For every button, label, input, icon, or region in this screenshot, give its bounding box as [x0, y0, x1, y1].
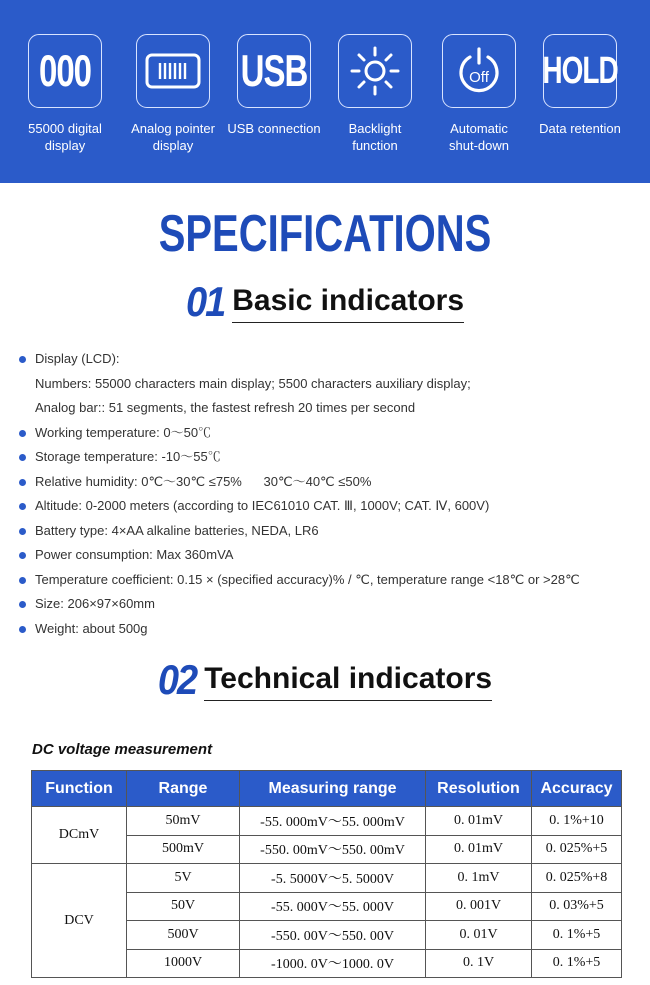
- feature-backlight: [325, 34, 425, 154]
- table-caption: DC voltage measurement: [32, 741, 213, 758]
- table-cell: 0. 01V: [426, 921, 532, 950]
- table-cell: 0. 1%+10: [532, 807, 622, 836]
- hold-icon: [543, 34, 617, 108]
- feature-label-line: Automatic: [450, 121, 508, 136]
- list-item: Altitude: 0-2000 meters (according to IEC61010 CAT. Ⅲ, 1000V; CAT. Ⅳ, 600V): [18, 494, 638, 519]
- feature-banner: [0, 0, 650, 183]
- feature-analog-pointer: [123, 34, 223, 154]
- basic-indicators-list: [18, 347, 638, 641]
- list-item: Temperature coefficient: 0.15 × (specified accuracy)% / ℃, temperature range <18℃ or >28℃: [18, 568, 638, 593]
- section-title: Basic indicators: [232, 284, 464, 323]
- table-header-row: [32, 771, 622, 807]
- section-title: Technical indicators: [204, 662, 492, 701]
- list-item: Working temperature: 0～50℃: [18, 421, 638, 446]
- table-cell: -550. 00V～550. 00V: [240, 921, 426, 950]
- analog-pointer-icon: [136, 34, 210, 108]
- list-item: Size: 206×97×60mm: [18, 592, 638, 617]
- power-graphic: [451, 43, 507, 99]
- feature-label: [429, 120, 529, 154]
- feature-label: [15, 120, 115, 154]
- section-heading-basic: [0, 279, 650, 327]
- digital-display-icon: [28, 34, 102, 108]
- table-cell: 0. 1V: [426, 949, 532, 978]
- feature-label-line: display: [152, 138, 194, 153]
- table-row: [32, 864, 622, 893]
- table-cell: 0. 025%+5: [532, 835, 622, 864]
- feature-data-hold: [530, 34, 630, 137]
- table-cell: 0. 1%+5: [532, 921, 622, 950]
- list-item: Weight: about 500g: [18, 617, 638, 642]
- table-cell: 50mV: [127, 807, 240, 836]
- feature-label-line: shut-down: [449, 138, 509, 153]
- list-item: Analog bar:: 51 segments, the fastest refresh 20 times per second: [35, 400, 416, 415]
- function-cell: DCmV: [32, 807, 127, 864]
- column-header: Measuring range: [240, 771, 426, 807]
- list-item: Battery type: 4×AA alkaline batteries, NEDA, LR6: [18, 519, 638, 544]
- usb-icon-text: USB: [240, 45, 308, 96]
- table-cell: 5V: [127, 864, 240, 893]
- table-cell: -55. 000V～55. 000V: [240, 892, 426, 921]
- analog-bar-graphic: [145, 53, 201, 89]
- table-cell: 1000V: [127, 949, 240, 978]
- sun-graphic: [348, 44, 402, 98]
- feature-label-line: Backlight: [348, 121, 402, 136]
- usb-icon: [237, 34, 311, 108]
- table-cell: 50V: [127, 892, 240, 921]
- feature-label-line: function: [352, 138, 398, 153]
- feature-usb: [224, 34, 324, 137]
- feature-label-line: Analog pointer: [131, 121, 215, 136]
- column-header: Function: [32, 771, 127, 807]
- feature-label: [224, 120, 324, 137]
- table-cell: -55. 000mV～55. 000mV: [240, 807, 426, 836]
- list-item: Relative humidity: 0℃～30℃ ≤75% 30℃～40℃ ≤50%: [18, 470, 638, 495]
- feature-label-line: 55000 digital: [28, 121, 102, 136]
- backlight-sun-icon: [338, 34, 412, 108]
- feature-digital-display: [15, 34, 115, 154]
- feature-label-line: Data retention: [539, 121, 621, 136]
- power-off-icon: [442, 34, 516, 108]
- function-cell: DCV: [32, 864, 127, 978]
- feature-auto-shutdown: [429, 34, 529, 154]
- list-item: Display (LCD):: [18, 347, 638, 372]
- page-title: [0, 205, 650, 263]
- feature-label: [123, 120, 223, 154]
- table-cell: 0. 1%+5: [532, 949, 622, 978]
- hold-icon-text: HOLD: [542, 49, 618, 92]
- column-header: Resolution: [426, 771, 532, 807]
- section-heading-technical: [0, 657, 650, 705]
- table-cell: 0. 1mV: [426, 864, 532, 893]
- list-item: Numbers: 55000 characters main display; 5500 characters auxiliary display;: [35, 375, 471, 391]
- section-number: 02: [157, 657, 197, 705]
- power-off-icon-text: Off: [469, 69, 489, 86]
- table-cell: 500mV: [127, 835, 240, 864]
- column-header: Accuracy: [532, 771, 622, 807]
- table-cell: 0. 001V: [426, 892, 532, 921]
- section-number: 01: [185, 279, 225, 327]
- feature-label-line: USB connection: [227, 121, 321, 136]
- table-cell: 0. 025%+8: [532, 864, 622, 893]
- list-item: Power consumption: Max 360mVA: [18, 543, 638, 568]
- list-item: Storage temperature: -10～55℃: [18, 445, 638, 470]
- column-header: Range: [127, 771, 240, 807]
- page-title-text: SPECIFICATIONS: [158, 205, 492, 263]
- table-cell: -5. 5000V～5. 5000V: [240, 864, 426, 893]
- table-cell: 500V: [127, 921, 240, 950]
- dc-voltage-table: [31, 770, 622, 978]
- table-cell: -550. 00mV～550. 00mV: [240, 835, 426, 864]
- table-row: [32, 807, 622, 836]
- table-cell: 0. 01mV: [426, 835, 532, 864]
- digital-display-icon-text: 000: [38, 45, 92, 96]
- feature-label-line: display: [44, 138, 86, 153]
- feature-label: [530, 120, 630, 137]
- table-cell: -1000. 0V～1000. 0V: [240, 949, 426, 978]
- feature-label: [325, 120, 425, 154]
- table-cell: 0. 03%+5: [532, 892, 622, 921]
- table-cell: 0. 01mV: [426, 807, 532, 836]
